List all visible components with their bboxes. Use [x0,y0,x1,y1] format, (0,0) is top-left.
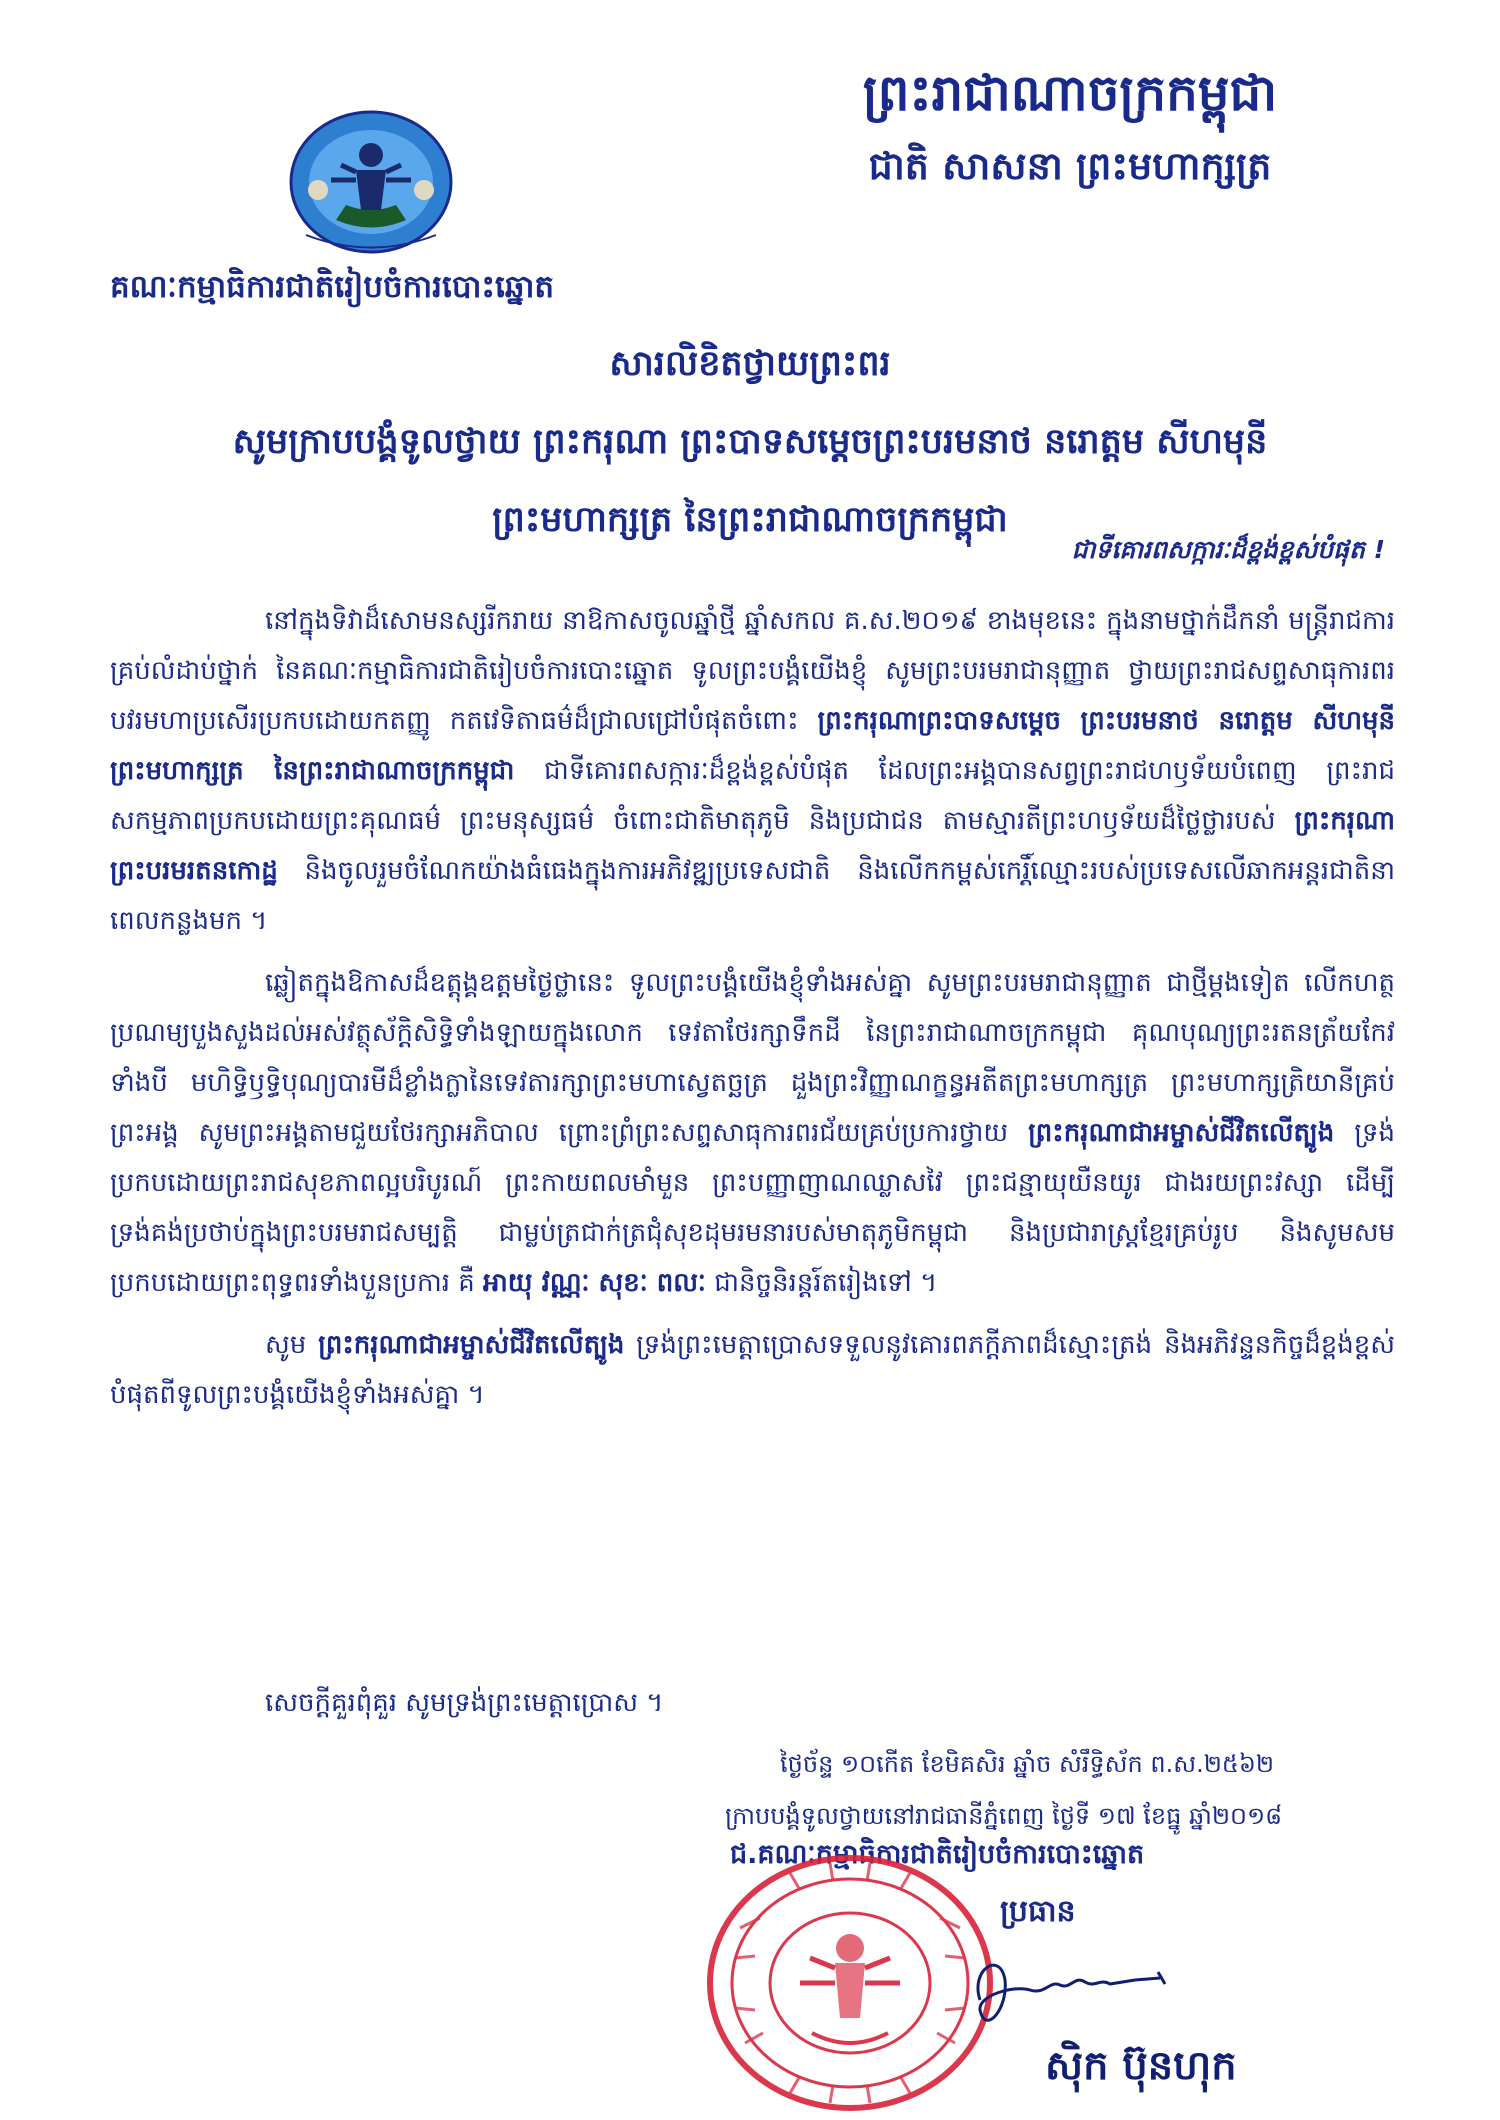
p2-bold-blessings: អាយុ វណ្ណៈ សុខៈ ពលៈ [483,1268,706,1298]
p3-text-c: ទ្រង់ព្រះមេត្តាប្រោសទទួលនូវគោរពភក្តីភាពដ៏ស្មោះត្រង់ និងអភិវន្ទនកិច្ចដ៏ខ្ពង់ខ្ពស់បំផុតពីទូលព្រះបង្គំយើងខ្ញុំទាំងអស់គ្នា ។ [110,1330,1396,1410]
date-block [725,1738,1370,1842]
kingdom-name: ព្រះរាជាណាចក្រកម្ពុជា [862,64,1278,122]
paragraph-2 [110,958,1395,1308]
title-line-3: ព្រះមហាក្សត្រ នៃព្រះរាជាណាចក្រកម្ពុជា [492,500,1008,540]
signatory-organization: ជ.គណៈកម្មាធិការជាតិរៀបចំការបោះឆ្នោត [730,1839,1145,1870]
p2-bold-king: ព្រះករុណាជាអម្ចាស់ជីវិតលើត្បូង [1028,1118,1335,1148]
p3-text-a: សូម [265,1330,307,1360]
p3-bold-king: ព្រះករុណាជាអម្ចាស់ជីវិតលើត្បូង [318,1330,625,1360]
title-line-1: សារលិខិតថ្វាយព្រះពរ [609,344,891,384]
signatory-name: ស៊ិក ប៊ុនហុក [1045,2043,1237,2089]
p1-bold-father: ព្រះករុណា ព្រះបរមរតនកោដ្ឋ [110,806,1395,886]
signatory-title: ប្រធាន [1000,1894,1076,1929]
solar-date: ក្រាបបង្គំទូលថ្វាយនៅរាជធានីភ្នំពេញ ថ្ងៃទី ១៧ ខែធ្នូ ឆ្នាំ២០១៨ [725,1802,1283,1830]
p1-text-e: និងចូលរួមចំណែកយ៉ាងធំធេងក្នុងការអភិវឌ្ឍប្រទេសជាតិ និងលើកកម្ពស់កេរ្តិ៍ឈ្មោះរបស់ប្រទេសលើឆាកអន្តរជាតិនាពេលកន្លងមក ។ [110,856,1395,936]
paragraph-1 [110,596,1395,946]
honorific-tagline: ជាទីគោរពសក្ការៈដ៏ខ្ពង់ខ្ពស់បំផុត ! [1071,535,1385,564]
p1-bold-king: ព្រះករុណាព្រះបាទសម្តេច ព្រះបរមនាថ នរោត្តម សីហមុនី ព្រះមហាក្សត្រ នៃព្រះរាជាណាចក្រកម្ពុជា [110,706,1395,786]
title-line-2: សូមក្រាបបង្គំទូលថ្វាយ ព្រះករុណា ព្រះបាទសម្តេចព្រះបរមនាថ នរោត្តម សីហមុនី [232,422,1268,462]
national-motto: ជាតិ សាសនា ព្រះមហាក្សត្រ [868,144,1272,188]
p2-text-a: ឆ្លៀតក្នុងឱកាសដ៏ឧត្តុង្គឧត្តមថ្ងៃថ្លានេះ ទូលព្រះបង្គំយើងខ្ញុំទាំងអស់គ្នា សូមព្រះបរមរាជានុញ្ញាត ជាថ្មីម្តងទៀត លើកហត្ថប្រណម្យបួងសួងដល់អស់វត្ថុស័ក្តិសិទ្ធិទាំងឡាយក្នុងលោក ទេវតាថែរក្សាទឹកដី នៃព្រះរាជាណាចក្រកម្ពុជា គុណបុណ្យព្រះរតនត្រ័យកែវទាំងបី មហិទ្ធិឫទ្ធិបុណ្យបារមីដ៏ខ្លាំងក្លានៃទេវតារក្សាព្រះមហាស្វេតច្ឆត្រ ដួងព្រះវិញ្ញាណក្ខន្ធអតីតព្រះមហាក្សត្រ ព្រះមហាក្សត្រិយានីគ្រប់ព្រះអង្គ សូមព្រះអង្គតាមជួយថែរក្សាអភិបាល ព្រោះព្រំព្រះសព្ទសាធុការពរជ័យគ្រប់ប្រការថ្វាយ [110,968,1395,1148]
issuing-organization: គណៈកម្មាធិការជាតិរៀបចំការបោះឆ្នោត [110,269,555,305]
p2-text-e: ជានិច្ចនិរន្តរ៍តរៀងទៅ ។ [714,1268,938,1298]
lunar-date: ថ្ងៃច័ន្ទ ១០កើត ខែមិគសិរ ឆ្នាំច សំរឹទ្ធិស័ក ព.ស.២៥៦២ [780,1750,1275,1778]
kingdom-header [790,58,1350,196]
nec-logo-emblem [286,110,456,260]
paragraph-3 [110,1320,1395,1420]
p2-text-c: ទ្រង់ប្រកបដោយព្រះរាជសុខភាពល្អបរិបូរណ៍ ព្រះកាយពលមាំមួន ព្រះបញ្ញាញាណឈ្លាសវៃ ព្រះជន្មាយុយឺនយូរ ជាងរយព្រះវស្សា ដើម្បីទ្រង់គង់ប្រថាប់ក្នុងព្រះបរមរាជសម្បត្តិ ជាម្លប់ត្រជាក់ត្រជុំសុខដុមរមនារបស់មាតុភូមិកម្ពុជា និងប្រជារាស្ត្រខ្មែរគ្រប់រូប និងសូមសមប្រកបដោយព្រះពុទ្ធពរទាំងបួនប្រការ គឺ [110,1118,1395,1298]
p1-text-a: នៅក្នុងទិវាដ៏សោមនស្សរីករាយ នាឱកាសចូលឆ្នាំថ្មី ឆ្នាំសកល គ.ស.២០១៩ ខាងមុខនេះ ក្នុងនាមថ្នាក់ដឹកនាំ មន្ត្រីរាជការគ្រប់លំដាប់ថ្នាក់ នៃគណៈកម្មាធិការជាតិរៀបចំការបោះឆ្នោត ទូលព្រះបង្គំយើងខ្ញុំ សូមព្រះបរមរាជានុញ្ញាត ថ្វាយព្រះរាជសព្ទសាធុការពរ បវរមហាប្រសើរប្រកបដោយកតញ្ញូ កតវេទិតាធម៌ដ៏ជ្រាលជ្រៅបំផុតចំពោះ [110,606,1395,736]
letter-title [110,338,1390,550]
closing-line: សេចក្តីគួរពុំគួរ សូមទ្រង់ព្រះមេត្តាប្រោស ។ [265,1688,664,1718]
letter-body [110,596,1395,1432]
handwritten-signature [960,1940,1190,2040]
p1-text-c: ជាទីគោរពសក្ការៈដ៏ខ្ពង់ខ្ពស់បំផុត ដែលព្រះអង្គបានសព្វព្រះរាជហឫទ័យបំពេញ ព្រះរាជសកម្មភាពប្រកបដោយព្រះគុណធម៌ ព្រះមនុស្សធម៌ ចំពោះជាតិមាតុភូមិ និងប្រជាជន តាមស្មារតីព្រះហឫទ័យដ៏ថ្លៃថ្លារបស់ [110,756,1395,836]
official-seal [700,1848,1000,2118]
